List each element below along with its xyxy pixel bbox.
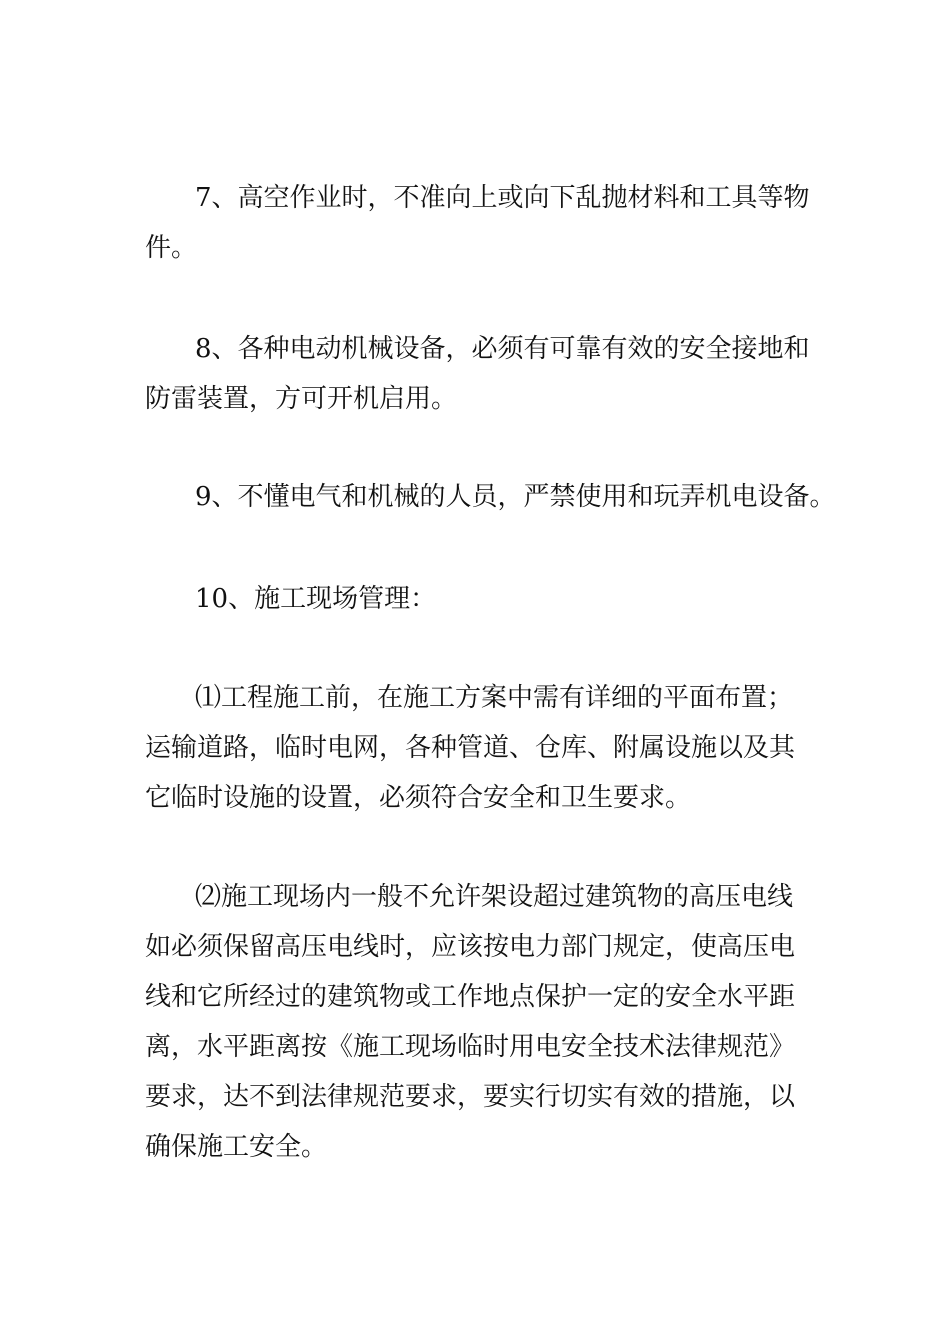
- paragraph-line: 8、各种电动机械设备，必须有可靠有效的安全接地和: [195, 334, 810, 364]
- paragraph-line: 它临时设施的设置，必须符合安全和卫生要求。: [145, 783, 692, 813]
- paragraph-line: 件。: [145, 233, 198, 263]
- paragraph-line: 线和它所经过的建筑物或工作地点保护一定的安全水平距: [145, 982, 796, 1012]
- paragraph-line: 确保施工安全。: [145, 1132, 328, 1162]
- paragraph-line: 要求，达不到法律规范要求，要实行切实有效的措施，以: [145, 1082, 796, 1112]
- paragraph-item-10-heading: [145, 574, 810, 624]
- paragraph-line: 防雷装置，方可开机启用。: [145, 384, 458, 414]
- paragraph-line: 运输道路，临时电网，各种管道、仓库、附属设施以及其: [145, 733, 796, 763]
- paragraph-line: ⑴工程施工前，在施工方案中需有详细的平面布置；: [195, 683, 794, 713]
- paragraph-item-9: [145, 472, 836, 522]
- paragraph-line: 7、高空作业时，不准向上或向下乱抛材料和工具等物: [195, 183, 810, 213]
- paragraph-line: 9、不懂电气和机械的人员，严禁使用和玩弄机电设备。: [195, 482, 836, 512]
- paragraph-line: ⑵施工现场内一般不允许架设超过建筑物的高压电线: [195, 882, 794, 912]
- paragraph-line: 10、施工现场管理：: [195, 584, 437, 614]
- paragraph-item-7: [145, 173, 810, 273]
- paragraph-line: 离，水平距离按《施工现场临时用电安全技术法律规范》: [145, 1032, 796, 1062]
- paragraph-subitem-2: [145, 872, 810, 1172]
- paragraph-line: 如必须保留高压电线时，应该按电力部门规定，使高压电: [145, 932, 796, 962]
- paragraph-subitem-1: [145, 673, 810, 823]
- paragraph-item-8: [145, 324, 810, 424]
